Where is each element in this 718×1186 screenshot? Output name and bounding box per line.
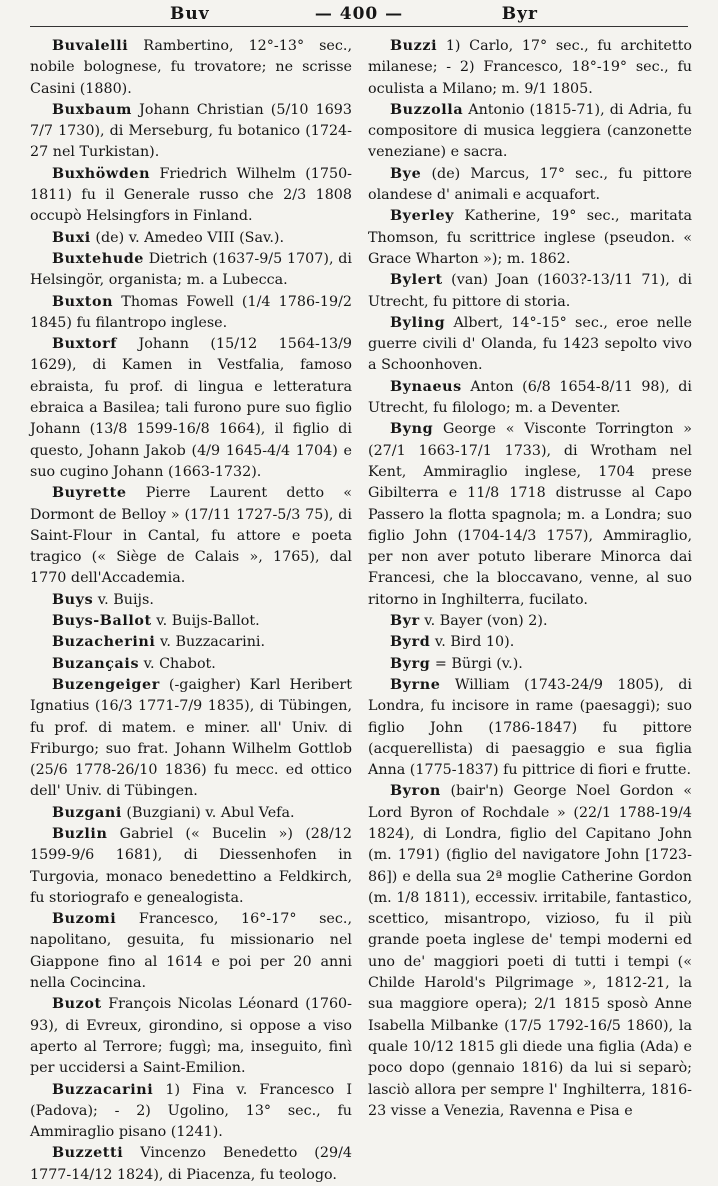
entry-text: (de) v. Amedeo VIII (Sav.). <box>90 229 285 246</box>
entry-text: 1) Carlo, 17° sec., fu architetto milanese; - 2) Francesco, 18°-19° sec., fu oculista a Milano; m. 9/1 1805. <box>368 38 692 97</box>
entry-text: Vincenzo Benedetto (29/4 1777-14/12 1824), di Piacenza, fu teologo. <box>30 1145 352 1183</box>
entry <box>30 611 352 632</box>
entry <box>30 1143 352 1186</box>
entry <box>368 419 692 611</box>
entry <box>30 590 352 611</box>
entry-headword: Buzengeiger <box>52 676 160 693</box>
entry <box>30 803 352 824</box>
header-right-guide-word: Byr <box>501 4 538 24</box>
entry-headword: Bylert <box>390 272 443 289</box>
entry <box>30 36 352 100</box>
entry-headword: Buys-Ballot <box>52 613 152 630</box>
entry <box>368 377 692 420</box>
entry <box>30 100 352 164</box>
entry-headword: Byng <box>390 421 434 438</box>
entry-headword: Byron <box>390 783 441 800</box>
entry-text: Gabriel (« Bucelin ») (28/12 1599-9/6 1681), di Diessenhofen in Turgovia, monaco benedettino a Feldkirch, fu storiografo e genealogista. <box>30 825 352 906</box>
entry-headword: Buzgani <box>52 804 122 821</box>
entry <box>30 824 352 909</box>
entry-text: = Bürgi (v.). <box>430 655 523 672</box>
entry <box>368 781 692 1122</box>
entry-text: George « Visconte Torrington » (27/1 1663-17/1 1733), di Wrotham nel Kent, Ammiraglio inglese, 1704 prese Gibilterra e 11/8 1718 distrusse al Capo Passero la flotta spagnola; m. a Londra; suo figlio John (1704-14/3 1757), Ammiraglio, per non aver potuto liberare Minorca dai Francesi, che la bloccavano, venne, al suo ritorno in Inghilterra, fucilato. <box>368 421 692 608</box>
entry-text: (Buzgiani) v. Abul Vefa. <box>121 804 295 821</box>
entry <box>30 654 352 675</box>
entry-text: François Nicolas Léonard (1760-93), di Evreux, girondino, si oppose a viso aperto al Terrore; fuggì; ma, inseguito, finì per uccidersi a Saint-Emilion. <box>30 996 352 1077</box>
entry-text: Friedrich Wilhelm (1750-1811) fu il Generale russo che 2/3 1808 occupò Helsingfors in Finland. <box>30 165 352 225</box>
entry-headword: Buzançais <box>52 655 140 672</box>
entry <box>368 270 692 313</box>
entry-headword: Buzlin <box>52 825 108 842</box>
entry-text: (bair'n) George Noel Gordon « Lord Byron of Rochdale » (22/1 1788-19/4 1824), di Londra, figlio del Capitano John (m. 1791) (figlio del navigatore John [1723-86]) e della sua 2ª moglie Catherine Gordon (m. 1/8 1811), eccessiv. irritabile, fantastico, scettico, misantropo, vizioso, fu il più grande poeta inglese de' tempi moderni ed uno de' maggiori poeti di tutti i tempi (« Childe Harold's Pilgrimage », 1812-21, la sua maggiore opera); 2/1 1815 sposò Anne Isabella Milbanke (17/5 1792-16/5 1860), la quale 10/12 1815 gli diede una figlia (Ada) e poco dopo (gennaio 1816) da lui si separò; lasciò allora per sempre l' Inghilterra, 1816-23 visse a Venezia, Ravenna e Pisa e <box>368 783 692 1119</box>
entry-headword: Bynaeus <box>390 378 462 395</box>
entry-headword: Buzzi <box>390 38 438 54</box>
entry <box>368 654 692 675</box>
entry-text: Pierre Laurent detto « Dormont de Belloy » (17/11 1727-5/3 75), di Saint-Flour in Cantal, fu attore e poeta tragico (« Siège de Calais », 1765), dal 1770 dell'Accademia. <box>30 485 352 587</box>
entry-text: v. Buzzacarini. <box>155 634 266 651</box>
entry-text: William (1743-24/9 1805), di Londra, fu incisore in rame (paesaggi); suo figlio John (1786-1847) fu pittore (acquerellista) di paesaggio e sua figlia Anna (1775-1837) fu pittrice di fiori e frutte. <box>368 676 692 779</box>
entry <box>30 334 352 483</box>
entry-text: (de) Marcus, 17° sec., fu pittore olandese d' animali e acquafort. <box>368 165 692 204</box>
entry <box>30 483 352 589</box>
entry-headword: Byerley <box>390 208 455 225</box>
entry <box>30 909 352 994</box>
entry-headword: Buzomi <box>52 911 117 928</box>
entry-text: v. Bayer (von) 2). <box>419 613 548 630</box>
entry-text: Dietrich (1637-9/5 1707), di Helsingör, organista; m. a Lubecca. <box>30 250 352 289</box>
entry <box>368 206 692 270</box>
entry <box>30 994 352 1079</box>
entry <box>368 164 692 207</box>
left-column <box>30 36 352 1183</box>
entry-headword: Byling <box>390 314 446 331</box>
entry-headword: Byrg <box>390 655 431 672</box>
entry <box>30 675 352 803</box>
header-left-guide-word: Buv <box>170 4 210 24</box>
entry <box>368 36 692 100</box>
entry <box>30 292 352 335</box>
entry <box>368 611 692 632</box>
entry-text: Johann (15/12 1564-13/9 1629), di Kamen in Vestfalia, famoso ebraista, fu prof. di lingua e letteratura ebraica a Basilea; tali furono pure suo figlio Johann (13/8 1599-16/8 1664), il figlio di questo, Johann Jakob (4/9 1645-4/4 1704) e suo cugino Johann (1663-1732). <box>30 336 352 480</box>
entry-text: 1) Fina v. Francesco I (Padova); - 2) Ugolino, 13° sec., fu Ammiraglio pisano (1241). <box>30 1081 352 1141</box>
entry <box>368 313 692 377</box>
entry-text: Antonio (1815-71), di Adria, fu compositore di musica leggiera (canzonette veneziane) e sacra. <box>368 101 692 161</box>
entry <box>30 632 352 653</box>
entry <box>30 249 352 292</box>
entry <box>368 632 692 653</box>
entry-headword: Buxtehude <box>52 250 144 267</box>
entry-headword: Buxbaum <box>52 101 132 118</box>
entry-headword: Buvalelli <box>52 38 129 54</box>
entry-headword: Buxi <box>52 229 91 246</box>
entry-text: v. Bird 10). <box>430 634 515 651</box>
entry-headword: Bye <box>390 165 422 182</box>
entry-text: Rambertino, 12°-13° sec., nobile bolognese, fu trovatore; ne scrisse Casini (1880). <box>30 38 352 97</box>
entry <box>30 1080 352 1144</box>
entry <box>30 164 352 228</box>
entry-headword: Buzzolla <box>390 101 464 118</box>
entry-headword: Buzzetti <box>52 1145 124 1162</box>
entry-text: v. Buijs. <box>93 591 154 608</box>
entry-headword: Buxton <box>52 293 114 310</box>
entry-text: Katherine, 19° sec., maritata Thomson, fu scrittrice inglese (pseudon. « Grace Wharton »); m. 1862. <box>368 208 692 267</box>
entry-text: (van) Joan (1603?-13/11 71), di Utrecht, fu pittore di storia. <box>368 272 692 310</box>
page-header <box>30 2 688 27</box>
entry-text: Albert, 14°-15° sec., eroe nelle guerre civili d' Olanda, fu 1423 sepolto vivo a Schoonhoven. <box>368 314 692 374</box>
entry-headword: Byr <box>390 613 420 630</box>
entry-text: Thomas Fowell (1/4 1786-19/2 1845) fu filantropo inglese. <box>30 293 352 331</box>
entry-headword: Buzot <box>52 996 102 1013</box>
entry-text: v. Buijs-Ballot. <box>151 613 260 630</box>
entry-text: v. Chabot. <box>139 655 216 672</box>
entry-text: Johann Christian (5/10 1693 7/7 1730), di Merseburg, fu botanico (1724-27 nel Turkistan). <box>30 101 352 161</box>
right-column <box>368 36 692 1128</box>
entry-text: Anton (6/8 1654-8/11 98), di Utrecht, fu filologo; m. a Deventer. <box>368 378 692 417</box>
entry-headword: Byrne <box>390 676 441 693</box>
entry <box>368 100 692 164</box>
entry <box>30 228 352 249</box>
entry-headword: Buxhöwden <box>52 165 151 182</box>
page-number: — 400 — <box>314 4 404 24</box>
entry-headword: Byrd <box>390 634 431 651</box>
entry-headword: Buys <box>52 591 94 608</box>
entry-headword: Buzzacarini <box>52 1081 154 1098</box>
entry <box>368 675 692 781</box>
entry-headword: Buyrette <box>52 485 127 502</box>
entry-text: Francesco, 16°-17° sec., napolitano, gesuita, fu missionario nel Giappone fino al 1614 e poi per 20 anni nella Cocincina. <box>30 911 352 992</box>
entry-headword: Buzacherini <box>52 634 156 651</box>
entry-text: (-gaigher) Karl Heribert Ignatius (16/3 1771-7/9 1835), di Tübingen, fu prof. di matem. e miner. all' Univ. di Friburgo; suo frat. Johann Wilhelm Gottlob (25/6 1778-26/10 1836) fu mecc. ed ottico dell' Univ. di Tübingen. <box>30 676 352 800</box>
entry-headword: Buxtorf <box>52 336 118 353</box>
